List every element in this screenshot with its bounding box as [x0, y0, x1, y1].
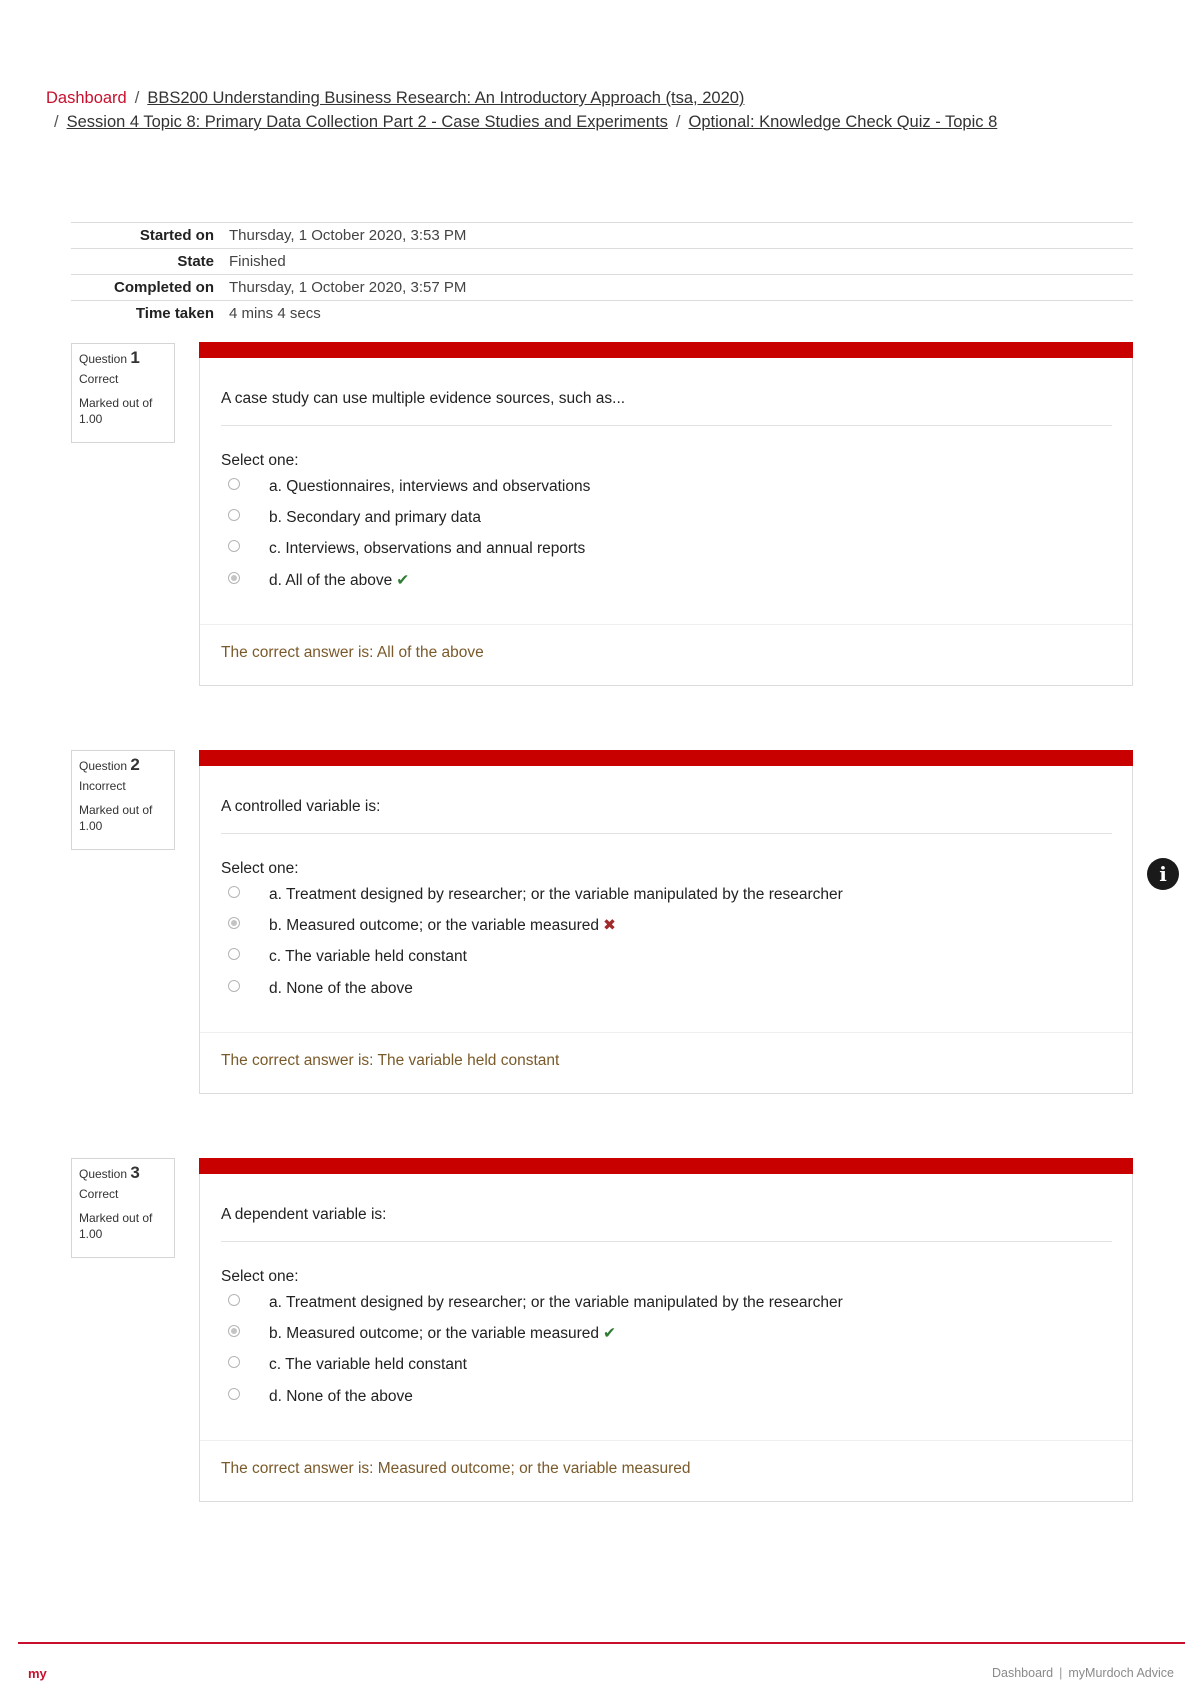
footer-advice-link[interactable]: myMurdoch Advice: [1068, 1666, 1174, 1680]
option-label: a. Treatment designed by researcher; or the variable manipulated by the researcher: [269, 1294, 843, 1311]
answer-option-d[interactable]: [228, 569, 409, 593]
summary-value: Finished: [229, 249, 1133, 275]
radio-button-selected[interactable]: [228, 1325, 240, 1337]
answer-option-d[interactable]: [228, 1385, 413, 1409]
option-label: c. The variable held constant: [269, 948, 467, 965]
option-label: d. All of the above: [269, 572, 393, 589]
question-label: Question: [79, 352, 128, 366]
answer-option-a[interactable]: [228, 883, 843, 907]
answer-option-c[interactable]: [228, 1353, 467, 1377]
question-state: Incorrect: [79, 779, 126, 793]
question-header-bar: [199, 342, 1133, 358]
answer-option-b[interactable]: [228, 914, 616, 938]
answer-option-a[interactable]: [228, 475, 590, 499]
footer-separator: |: [1059, 1666, 1063, 1680]
radio-button-selected[interactable]: [228, 917, 240, 929]
question-1-info: [71, 343, 175, 443]
check-icon: ✔: [396, 572, 410, 589]
footer-links: [992, 1666, 1174, 1680]
option-label: c. The variable held constant: [269, 1356, 467, 1373]
feedback-text: The correct answer is: All of the above: [221, 644, 484, 661]
feedback-text: The correct answer is: Measured outcome; or the variable measured: [221, 1460, 691, 1477]
breadcrumb-session-link[interactable]: Session 4 Topic 8: Primary Data Collection Part 2 - Case Studies and Experiments: [66, 113, 668, 131]
option-label: c. Interviews, observations and annual reports: [269, 540, 586, 557]
question-label: Question: [79, 759, 128, 773]
option-label: a. Questionnaires, interviews and observations: [269, 478, 591, 495]
divider: [221, 425, 1112, 426]
radio-button[interactable]: [228, 478, 240, 490]
answer-option-b[interactable]: [228, 1322, 616, 1346]
summary-row-state: [71, 249, 1133, 275]
question-number: 2: [130, 755, 140, 774]
question-3-card: [199, 1158, 1133, 1502]
select-one-prompt: Select one:: [221, 860, 299, 877]
summary-label: Time taken: [71, 301, 229, 327]
question-2-card: [199, 750, 1133, 1094]
summary-label: Started on: [71, 223, 229, 249]
radio-button[interactable]: [228, 540, 240, 552]
correct-answer-feedback: [200, 1032, 1132, 1093]
question-marked-out-of: Marked out of 1.00: [79, 1211, 153, 1241]
question-label: Question: [79, 1167, 128, 1181]
option-label: a. Treatment designed by researcher; or the variable manipulated by the researcher: [269, 886, 843, 903]
option-label: d. None of the above: [269, 980, 413, 997]
radio-button[interactable]: [228, 1356, 240, 1368]
correct-answer-feedback: [200, 624, 1132, 685]
radio-button[interactable]: [228, 980, 240, 992]
info-icon[interactable]: i: [1147, 858, 1179, 890]
radio-button[interactable]: [228, 1388, 240, 1400]
summary-row-time-taken: [71, 301, 1133, 327]
radio-button[interactable]: [228, 509, 240, 521]
breadcrumb-separator: /: [675, 113, 681, 131]
divider: [221, 1241, 1112, 1242]
option-label: b. Measured outcome; or the variable measured: [269, 917, 599, 934]
breadcrumb-dashboard-link[interactable]: Dashboard: [46, 89, 127, 107]
option-label: b. Measured outcome; or the variable measured: [269, 1325, 599, 1342]
question-text: A controlled variable is:: [221, 798, 381, 815]
question-3-info: [71, 1158, 175, 1258]
summary-label: Completed on: [71, 275, 229, 301]
summary-label: State: [71, 249, 229, 275]
summary-value: 4 mins 4 secs: [229, 301, 1133, 327]
radio-button-selected[interactable]: [228, 572, 240, 584]
summary-value: Thursday, 1 October 2020, 3:57 PM: [229, 275, 1133, 301]
attempt-summary-table: [71, 222, 1133, 326]
question-marked-out-of: Marked out of 1.00: [79, 396, 153, 426]
summary-value: Thursday, 1 October 2020, 3:53 PM: [229, 223, 1133, 249]
correct-answer-feedback: [200, 1440, 1132, 1501]
radio-button[interactable]: [228, 886, 240, 898]
breadcrumb: [46, 86, 1146, 134]
question-state: Correct: [79, 372, 119, 386]
breadcrumb-quiz-link[interactable]: Optional: Knowledge Check Quiz - Topic 8: [688, 113, 998, 131]
select-one-prompt: Select one:: [221, 1268, 299, 1285]
summary-row-started: [71, 223, 1133, 249]
footer-dashboard-link[interactable]: Dashboard: [991, 1666, 1054, 1680]
question-header-bar: [199, 750, 1133, 766]
question-1-card: [199, 342, 1133, 686]
option-label: b. Secondary and primary data: [269, 509, 481, 526]
radio-button[interactable]: [228, 948, 240, 960]
cross-icon: ✖: [602, 917, 616, 934]
breadcrumb-separator: /: [54, 113, 59, 131]
divider: [221, 833, 1112, 834]
answer-option-a[interactable]: [228, 1291, 843, 1315]
check-icon: ✔: [602, 1325, 616, 1342]
breadcrumb-separator: /: [134, 89, 140, 107]
feedback-text: The correct answer is: The variable held constant: [221, 1052, 560, 1069]
question-text: A dependent variable is:: [221, 1206, 387, 1223]
summary-row-completed: [71, 275, 1133, 301]
question-text: A case study can use multiple evidence sources, such as...: [221, 390, 626, 407]
question-state: Correct: [79, 1187, 119, 1201]
question-header-bar: [199, 1158, 1133, 1174]
option-label: d. None of the above: [269, 1388, 413, 1405]
select-one-prompt: Select one:: [221, 452, 299, 469]
answer-option-c[interactable]: [228, 537, 585, 561]
question-number: 3: [130, 1163, 140, 1182]
radio-button[interactable]: [228, 1294, 240, 1306]
question-marked-out-of: Marked out of 1.00: [79, 803, 153, 833]
mymurdoch-logo[interactable]: my: [28, 1666, 47, 1681]
question-2-info: [71, 750, 175, 850]
answer-option-d[interactable]: [228, 977, 413, 1001]
breadcrumb-course-link[interactable]: BBS200 Understanding Business Research: An Introductory Approach (tsa, 2020): [147, 89, 745, 107]
answer-option-c[interactable]: [228, 945, 467, 969]
question-number: 1: [130, 348, 140, 367]
footer-divider: [18, 1642, 1185, 1644]
answer-option-b[interactable]: [228, 506, 481, 530]
